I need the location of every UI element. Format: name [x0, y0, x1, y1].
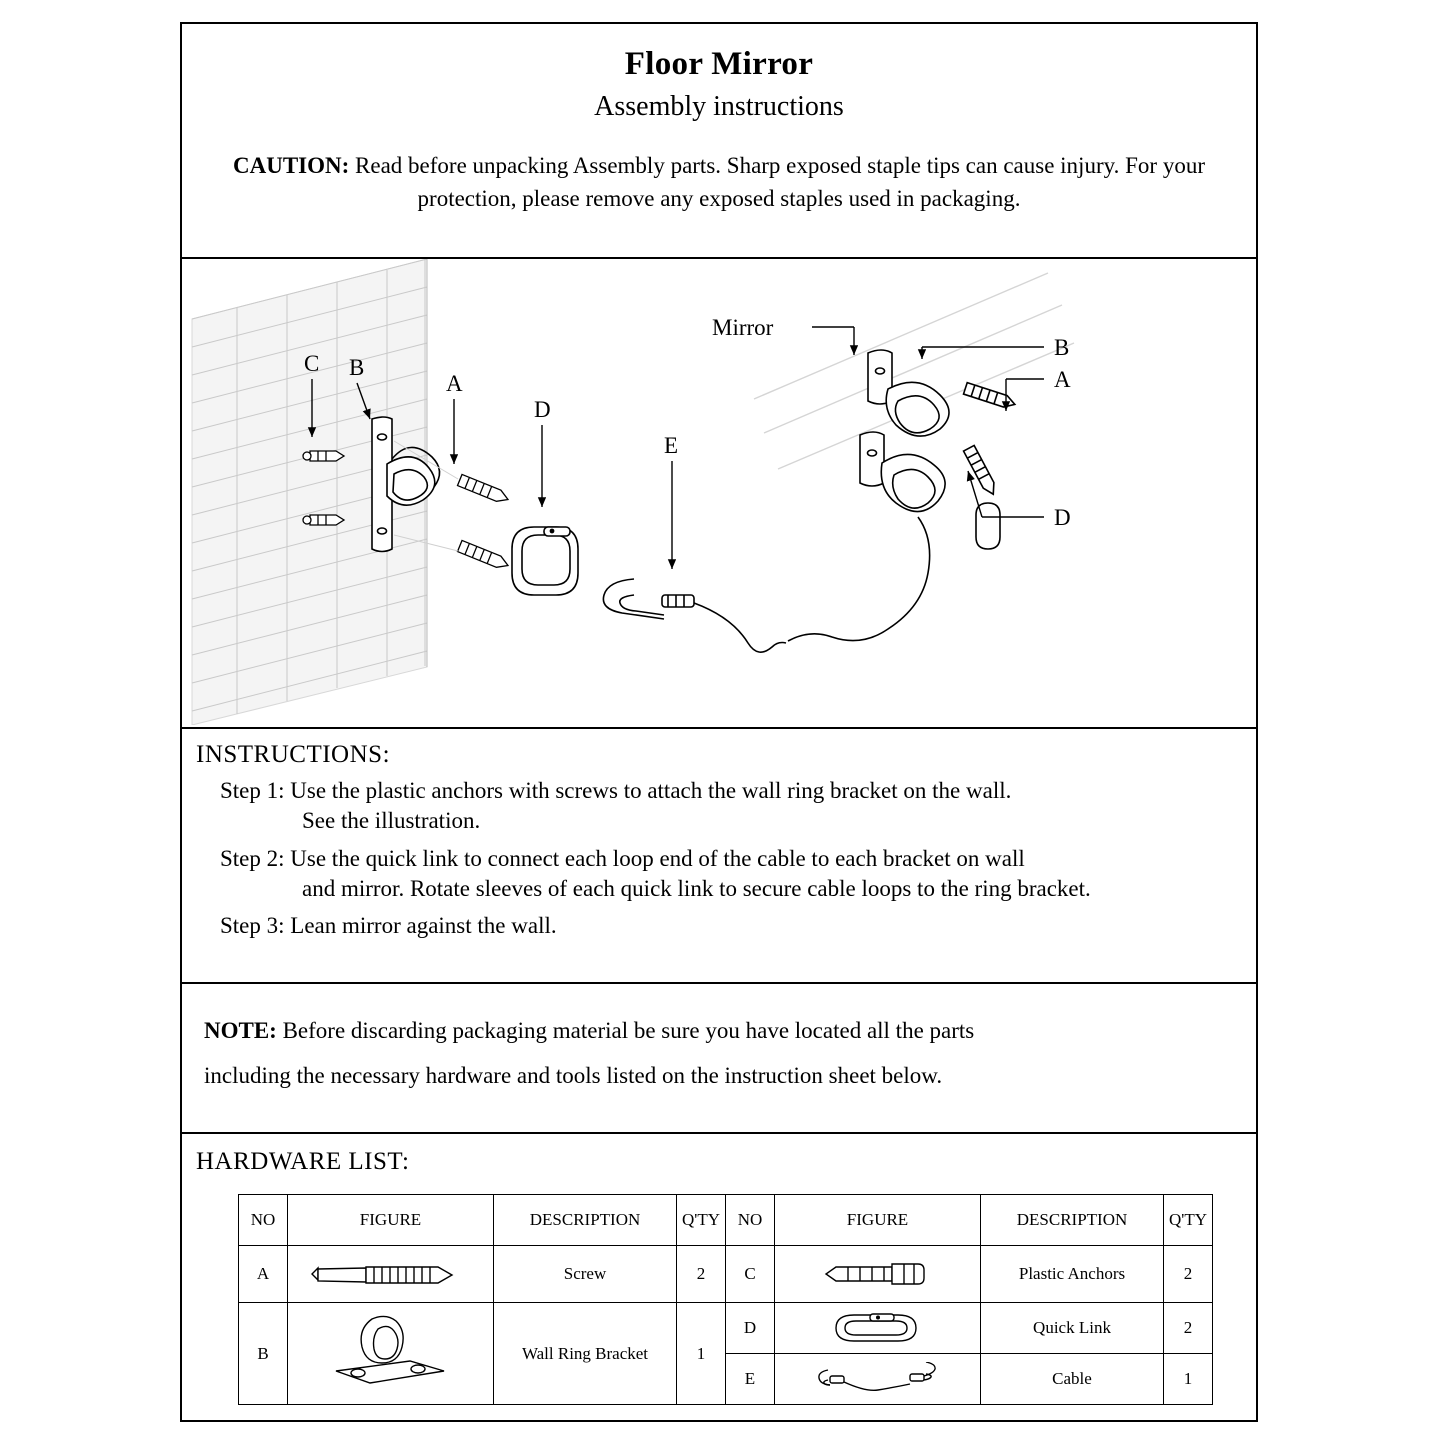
item-qty-d: 2: [1164, 1303, 1213, 1354]
note-line-1: [204, 1015, 1226, 1046]
item-qty-c: 2: [1164, 1246, 1213, 1303]
step-1-cont: See the illustration.: [302, 808, 481, 834]
label-b-left: B: [349, 355, 365, 380]
item-qty-b: 1: [677, 1303, 726, 1405]
label-mirror: Mirror: [712, 315, 774, 340]
note-line-2: including the necessary hardware and tools listed on the instruction sheet below.: [204, 1063, 943, 1089]
caution-label: CAUTION:: [233, 153, 350, 178]
item-qty-a: 2: [677, 1246, 726, 1303]
step-2-main: Step 2: Use the quick link to connect each loop end of the cable to each bracket on wall: [220, 845, 1025, 871]
col-desc-right: DESCRIPTION: [981, 1195, 1164, 1246]
table-row: [239, 1246, 1213, 1303]
label-d-left: D: [534, 397, 551, 422]
mirror-bracket-assembly: [860, 350, 1017, 549]
hardware-table: [238, 1194, 1213, 1405]
item-desc-d: Quick Link: [981, 1303, 1164, 1354]
col-no-right: NO: [726, 1195, 775, 1246]
page-subtitle: Assembly instructions: [594, 91, 844, 122]
table-row: [239, 1303, 1213, 1354]
screw-icon: [288, 1246, 494, 1303]
sheet-border: [180, 22, 1258, 1422]
col-figure-right: FIGURE: [775, 1195, 981, 1246]
illustration-section: [182, 259, 1256, 729]
col-desc-left: DESCRIPTION: [494, 1195, 677, 1246]
col-qty-right: Q'TY: [1164, 1195, 1213, 1246]
caution-text: Read before unpacking Assembly parts. Sharp exposed staple tips can cause injury. For your protection, please remove any exposed staples used in packaging.: [349, 153, 1205, 212]
page-title: Floor Mirror: [624, 46, 814, 82]
quick-link-icon: [775, 1303, 981, 1354]
hardware-heading: HARDWARE LIST:: [196, 1148, 410, 1175]
hardware-section: [182, 1134, 1256, 1420]
item-qty-e: 1: [1164, 1354, 1213, 1405]
col-no-left: NO: [239, 1195, 288, 1246]
label-a-left: A: [446, 371, 463, 396]
instruction-step-3: [196, 911, 1238, 941]
item-no-a: A: [239, 1246, 288, 1303]
caution-block: [222, 149, 1216, 216]
instruction-step-2: [196, 844, 1238, 905]
mirror-plane-graphic: [754, 273, 1074, 469]
step-3-main: Step 3: Lean mirror against the wall.: [220, 913, 557, 939]
item-desc-a: Screw: [494, 1246, 677, 1303]
wall-ring-bracket-icon: [288, 1303, 494, 1405]
item-no-c: C: [726, 1246, 775, 1303]
label-d-right: D: [1054, 505, 1071, 530]
item-no-d: D: [726, 1303, 775, 1354]
header-section: [182, 24, 1256, 259]
step-1-main: Step 1: Use the plastic anchors with screws to attach the wall ring bracket on the wall.: [220, 778, 1012, 803]
cable-icon: [775, 1354, 981, 1405]
cable-part: [603, 517, 929, 652]
step-2-cont: and mirror. Rotate sleeves of each quick link to secure cable loops to the ring bracket.: [302, 876, 1091, 902]
item-desc-c: Plastic Anchors: [981, 1246, 1164, 1303]
item-desc-e: Cable: [981, 1354, 1164, 1405]
label-c-left: C: [304, 351, 320, 376]
col-figure-left: FIGURE: [288, 1195, 494, 1246]
assembly-diagram: [182, 259, 1256, 725]
item-no-e: E: [726, 1354, 775, 1405]
instruction-step-1: [196, 776, 1238, 837]
table-header-row: [239, 1195, 1213, 1246]
col-qty-left: Q'TY: [677, 1195, 726, 1246]
plastic-anchor-icon: [775, 1246, 981, 1303]
item-no-b: B: [239, 1303, 288, 1405]
label-e: E: [664, 433, 679, 458]
label-b-right: B: [1054, 335, 1070, 360]
quick-link-part: [512, 527, 578, 595]
item-desc-b: Wall Ring Bracket: [494, 1303, 677, 1405]
label-a-right: A: [1054, 367, 1071, 392]
note-text-1: Before discarding packaging material be sure you have located all the parts: [276, 1018, 975, 1043]
note-label: NOTE:: [204, 1018, 277, 1043]
instructions-heading: INSTRUCTIONS:: [196, 741, 391, 768]
note-section: [182, 989, 1256, 1134]
instructions-section: [182, 729, 1256, 984]
